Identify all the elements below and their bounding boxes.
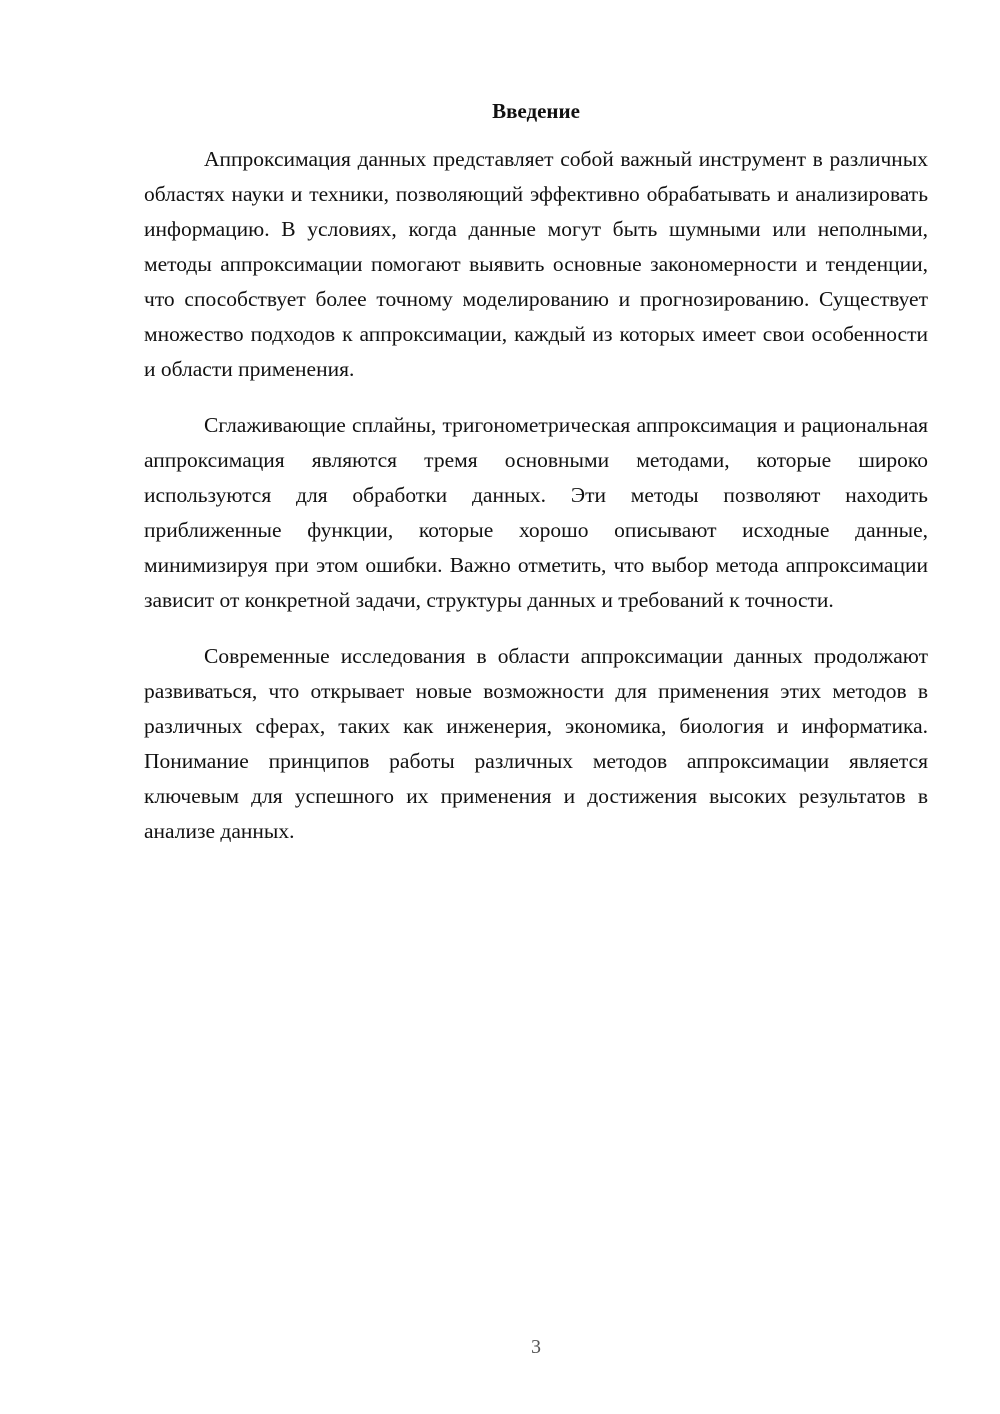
paragraph-2: Сглаживающие сплайны, тригонометрическая аппроксимация и рациональная аппроксимация являются тремя основными методами, которые широко используются для обработки данных. Эти методы позволяют находить приближенные функции, которые хорошо описывают исходные данные, минимизируя при этом ошибки. Важно отметить, что выбор метода аппроксимации зависит от конкретной задачи, структуры данных и требований к точности.	[144, 413, 928, 612]
paragraph-3: Современные исследования в области аппроксимации данных продолжают развиваться, что открывает новые возможности для применения этих методов в различных сферах, таких как инженерия, экономика, биология и информатика. Понимание принципов работы различных методов аппроксимации является ключевым для успешного их применения и достижения высоких результатов в анализе данных.	[144, 644, 928, 843]
section-title: Введение	[492, 99, 580, 123]
body-text	[144, 142, 928, 870]
paragraph-1: Аппроксимация данных представляет собой важный инструмент в различных областях науки и техники, позволяющий эффективно обрабатывать и анализировать информацию. В условиях, когда данные могут быть шумными или неполными, методы аппроксимации помогают выявить основные закономерности и тенденции, что способствует более точному моделированию и прогнозированию. Существует множество подходов к аппроксимации, каждый из которых имеет свои особенности и области применения.	[144, 147, 928, 381]
page-number: 3	[531, 1336, 541, 1358]
